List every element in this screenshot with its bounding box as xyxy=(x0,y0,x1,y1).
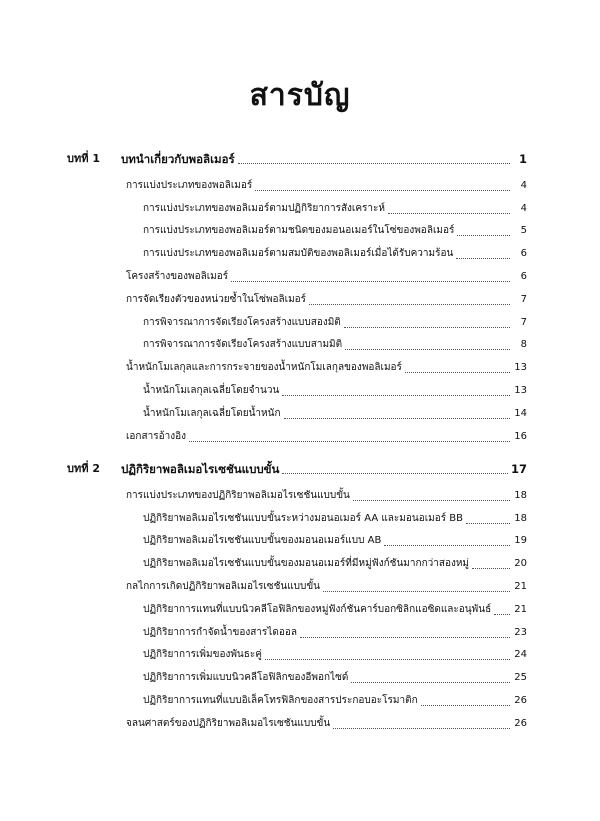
toc-entry xyxy=(143,646,527,664)
page-number: 5 xyxy=(520,225,527,237)
chapter-block xyxy=(67,150,527,446)
toc-subsection[interactable] xyxy=(67,314,527,332)
dot-leader xyxy=(255,190,510,191)
page-number: 6 xyxy=(520,271,527,282)
page-number: 4 xyxy=(520,179,527,191)
toc-entry xyxy=(126,177,527,195)
dot-leader xyxy=(388,213,510,214)
entry-title: ปฏิกิริยาการแทนที่แบบอิเล็คโทรฟิลิกของสารประกอบอะโรมาติก xyxy=(143,695,418,706)
entry-title: การแบ่งประเภทของพอลิเมอร์ xyxy=(126,179,253,191)
chapter-heading[interactable] xyxy=(67,460,527,478)
toc-entry xyxy=(121,150,527,168)
toc-section[interactable] xyxy=(67,359,527,377)
page-number: 16 xyxy=(514,430,527,442)
dot-leader xyxy=(472,568,510,569)
toc-entry xyxy=(121,460,527,478)
entry-title: ปฏิกิริยาการเพิ่มแบบนิวคลีโอฟิลิกของอีพอกไซด์ xyxy=(143,672,349,684)
dot-leader xyxy=(421,705,510,706)
page-number: 7 xyxy=(520,316,527,328)
page-number: 6 xyxy=(520,248,527,260)
entry-title: การแบ่งประเภทของพอลิเมอร์ตามสมบัติของพอลิเมอร์เมื่อได้รับความร้อน xyxy=(143,248,454,260)
toc-entry xyxy=(143,510,527,528)
entry-title: น้ำหนักโมเลกุลเฉลี่ยโดยจำนวน xyxy=(143,385,280,396)
dot-leader xyxy=(231,281,510,282)
chapter-block xyxy=(67,460,527,734)
dot-leader xyxy=(189,441,510,442)
entry-title: การจัดเรียงตัวของหน่วยซ้ำในโซ่พอลิเมอร์ xyxy=(126,293,307,305)
toc-section[interactable] xyxy=(67,428,527,446)
page-number: 20 xyxy=(514,558,527,570)
entry-title: น้ำหนักโมเลกุลเฉลี่ยโดยน้ำหนัก xyxy=(143,407,281,419)
toc-entry xyxy=(126,291,527,309)
entry-title: ปฏิกิริยาการเพิ่มของพันธะคู่ xyxy=(143,649,262,661)
toc-entry xyxy=(143,382,527,400)
page-number: 26 xyxy=(514,717,527,729)
toc-subsection[interactable] xyxy=(67,222,527,240)
toc-subsection[interactable] xyxy=(67,405,527,423)
page-number: 21 xyxy=(514,581,527,592)
dot-leader xyxy=(238,163,510,164)
toc-entry xyxy=(126,428,527,446)
toc-entry xyxy=(143,669,527,687)
dot-leader xyxy=(284,418,511,419)
toc-subsection[interactable] xyxy=(67,510,527,528)
dot-leader xyxy=(457,235,510,236)
toc-section[interactable] xyxy=(67,715,527,733)
toc-section[interactable] xyxy=(67,177,527,195)
toc-entry xyxy=(143,555,527,573)
toc-subsection[interactable] xyxy=(67,555,527,573)
dot-leader xyxy=(353,500,510,501)
toc-entry xyxy=(126,268,527,286)
entry-title: น้ำหนักโมเลกุลและการกระจายของน้ำหนักโมเลกุลของพอลิเมอร์ xyxy=(126,362,402,374)
entry-title: ปฏิกิริยาพอลิเมอไรเซชันแบบขั้นของมอนอเมอร์ที่มีหมู่ฟังก์ชันมากกว่าสองหมู่ xyxy=(143,558,470,570)
page-number: 23 xyxy=(514,626,527,638)
chapter-title: บทนำเกี่ยวกับพอลิเมอร์ xyxy=(121,152,235,166)
toc-section[interactable] xyxy=(67,291,527,309)
dot-leader xyxy=(466,523,510,524)
dot-leader xyxy=(333,728,510,729)
toc-entry xyxy=(143,200,527,218)
page-number: 7 xyxy=(520,293,527,305)
toc-subsection[interactable] xyxy=(67,601,527,619)
toc-entry xyxy=(143,532,527,550)
page-number: 17 xyxy=(510,462,527,476)
entry-title: การแบ่งประเภทของปฏิกิริยาพอลิเมอไรเซชันแบบขั้น xyxy=(126,489,350,501)
toc-entry xyxy=(143,692,527,710)
toc-entry xyxy=(143,245,527,263)
dot-leader xyxy=(345,349,510,350)
dot-leader xyxy=(405,372,510,373)
toc-section[interactable] xyxy=(67,268,527,286)
dot-leader xyxy=(282,473,508,474)
toc-subsection[interactable] xyxy=(67,382,527,400)
dot-leader xyxy=(323,591,510,592)
dot-leader xyxy=(344,327,510,328)
page-number: 21 xyxy=(514,603,527,615)
chapter-heading[interactable] xyxy=(67,150,527,168)
page-number: 18 xyxy=(514,489,527,501)
page-number: 24 xyxy=(514,649,527,661)
page-number: 13 xyxy=(514,385,527,396)
entry-title: ปฏิกิริยาการกำจัดน้ำของสารไดออล xyxy=(143,626,297,638)
toc-entry xyxy=(126,578,527,596)
chapter-number: บทที่ 1 xyxy=(67,152,100,165)
toc-entry xyxy=(126,715,527,733)
toc-subsection[interactable] xyxy=(67,245,527,263)
dot-leader xyxy=(282,395,510,396)
page-number: 13 xyxy=(514,362,527,374)
entry-title: ปฏิกิริยาพอลิเมอไรเซชันแบบขั้นของมอนอเมอร์แบบ AB xyxy=(143,535,382,547)
entry-title: โครงสร้างของพอลิเมอร์ xyxy=(126,271,229,282)
toc-entry xyxy=(143,314,527,332)
dot-leader xyxy=(300,637,510,638)
page-number: 1 xyxy=(518,152,527,166)
page-number: 26 xyxy=(514,695,527,706)
toc-subsection[interactable] xyxy=(67,200,527,218)
page-number: 8 xyxy=(520,339,527,351)
toc-subsection[interactable] xyxy=(67,646,527,664)
page-number: 14 xyxy=(514,407,527,419)
page-number: 18 xyxy=(514,512,527,524)
chapter-title: ปฏิกิริยาพอลิเมอไรเซชันแบบขั้น xyxy=(121,462,280,476)
entry-title: กลไกการเกิดปฏิกิริยาพอลิเมอไรเซชันแบบขั้น xyxy=(126,581,321,592)
dot-leader xyxy=(384,545,510,546)
toc-section[interactable] xyxy=(67,487,527,505)
dot-leader xyxy=(494,614,510,615)
page-number: 25 xyxy=(514,672,527,684)
toc-entry xyxy=(126,487,527,505)
chapter-number: บทที่ 2 xyxy=(67,462,100,475)
toc-subsection[interactable] xyxy=(67,624,527,642)
entry-title: ปฏิกิริยาการแทนที่แบบนิวคลีโอฟิลิกของหมู่ฟังก์ชันคาร์บอกซิลิกแอซิดและอนุพันธ์ xyxy=(143,603,492,615)
dot-leader xyxy=(265,659,510,660)
entry-title: การแบ่งประเภทของพอลิเมอร์ตามปฏิกิริยาการสังเคราะห์ xyxy=(143,202,385,214)
toc-section[interactable] xyxy=(67,578,527,596)
dot-leader xyxy=(456,258,510,259)
toc-subsection[interactable] xyxy=(67,669,527,687)
page-number: 4 xyxy=(520,202,527,214)
page-number: 19 xyxy=(514,535,527,547)
entry-title: จลนศาสตร์ของปฏิกิริยาพอลิเมอไรเซชันแบบขั้น xyxy=(126,717,331,729)
toc-entry xyxy=(143,336,527,354)
entry-title: การพิจารณาการจัดเรียงโครงสร้างแบบสามมิติ xyxy=(143,339,343,351)
toc-subsection[interactable] xyxy=(67,532,527,550)
dot-leader xyxy=(309,304,510,305)
page-title: สารบัญ xyxy=(249,78,351,113)
toc-entry xyxy=(143,222,527,240)
toc-entry xyxy=(143,601,527,619)
entry-title: การพิจารณาการจัดเรียงโครงสร้างแบบสองมิติ xyxy=(143,316,341,328)
toc-entry xyxy=(143,624,527,642)
entry-title: เอกสารอ้างอิง xyxy=(126,430,186,442)
toc-subsection[interactable] xyxy=(67,336,527,354)
toc-entry xyxy=(143,405,527,423)
entry-title: ปฏิกิริยาพอลิเมอไรเซชันแบบขั้นระหว่างมอนอเมอร์ AA และมอนอเมอร์ BB xyxy=(143,512,464,524)
dot-leader xyxy=(351,682,510,683)
entry-title: การแบ่งประเภทของพอลิเมอร์ตามชนิดของมอนอเมอร์ในโซ่ของพอลิเมอร์ xyxy=(143,225,455,237)
toc-entry xyxy=(126,359,527,377)
toc-subsection[interactable] xyxy=(67,692,527,710)
